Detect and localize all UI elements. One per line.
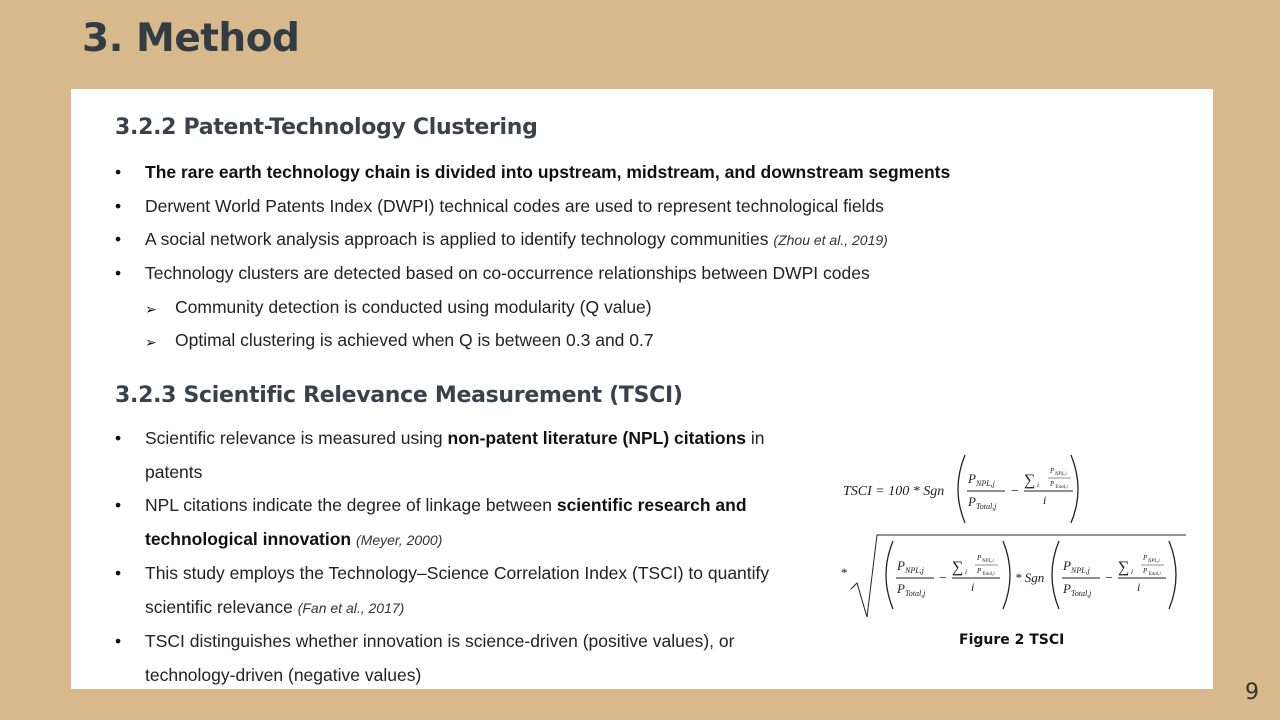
tsci-bullet-list <box>115 422 815 692</box>
bullet-bold-text: scientific research and technological innovation <box>145 495 747 549</box>
formula-sub-small: NPL,i <box>1148 559 1160 564</box>
section-heading-clustering: 3.2.2 Patent-Technology Clustering <box>115 115 538 140</box>
bullet-text: A social network analysis approach is applied to identify technology communities <box>145 229 774 250</box>
formula-i: i <box>1043 493 1047 507</box>
citation: (Zhou et al., 2019) <box>773 232 888 249</box>
bullet-text: TSCI distinguishes whether innovation is science-driven (positive values), or technology-driven (negative values) <box>145 631 735 685</box>
formula-p-small: P <box>1143 554 1148 562</box>
bullet-item <box>115 422 815 489</box>
formula-minus: − <box>939 571 947 586</box>
formula-sum-sub: i <box>965 568 967 576</box>
formula-sub: Total,j <box>976 502 997 511</box>
citation: (Meyer, 2000) <box>356 531 443 548</box>
formula-minus: − <box>1105 571 1113 586</box>
bullet-text: The rare earth technology chain is divided into upstream, midstream, and downstream segments <box>145 162 951 182</box>
formula-sub: Total,j <box>905 589 926 598</box>
bullet-bold-text: non-patent literature (NPL) citations <box>447 428 746 448</box>
bullet-text: Scientific relevance is measured using <box>145 428 448 448</box>
bullet-text: Community detection is conducted using modularity (Q value) <box>175 296 652 317</box>
bullet-item <box>115 489 815 557</box>
formula-p-small: P <box>977 554 982 562</box>
bullet-text: Technology clusters are detected based on co-occurrence relationships between DWPI codes <box>145 263 870 284</box>
formula-sub-small: Total,i <box>1055 485 1068 490</box>
formula-sub-small: NPL,i <box>1055 472 1067 477</box>
formula-sub-small: NPL,i <box>982 559 994 564</box>
formula-sub-small: Total,i <box>982 572 995 577</box>
figure-caption: Figure 2 TSCI <box>959 632 1065 648</box>
bullet-text: Derwent World Patents Index (DWPI) technical codes are used to represent technological fields <box>145 195 884 216</box>
bullet-item <box>115 625 815 692</box>
bullet-item <box>115 193 1175 227</box>
slide-title: 3. Method <box>82 16 300 61</box>
formula-p-small: P <box>1143 567 1148 575</box>
citation: (Fan et al., 2017) <box>297 599 405 616</box>
formula-minus: − <box>1011 484 1019 499</box>
formula-lhs: TSCI = 100 * Sgn <box>843 484 945 499</box>
content-panel <box>71 89 1213 689</box>
formula-sum: ∑ <box>1118 559 1130 576</box>
formula-sub: NPL,j <box>905 566 924 575</box>
page-number: 9 <box>1245 680 1259 705</box>
formula-sub: Total,j <box>1071 589 1092 598</box>
formula-times: * <box>841 565 848 580</box>
formula-i: i <box>971 580 975 594</box>
formula-i: i <box>1137 580 1141 594</box>
formula-p-small: P <box>1050 467 1055 475</box>
sub-bullet-item <box>115 327 1175 361</box>
formula-sum: ∑ <box>952 559 964 576</box>
bullet-text: This study employs the Technology–Science Correlation Index (TSCI) to quantify scientific relevance <box>145 563 770 617</box>
bullet-text: NPL citations indicate the degree of linkage between <box>145 495 557 515</box>
formula-sum-sub: i <box>1037 481 1039 489</box>
bullet-text: in patents <box>145 428 765 482</box>
section-heading-tsci: 3.2.3 Scientific Relevance Measurement (TSCI) <box>115 383 683 408</box>
formula-p: P <box>968 471 976 486</box>
tsci-formula <box>841 449 1186 619</box>
bullet-item <box>115 226 1175 260</box>
bullet-item <box>115 260 1175 294</box>
bullet-text: Optimal clustering is achieved when Q is between 0.3 and 0.7 <box>175 330 654 351</box>
formula-p-small: P <box>1050 480 1055 488</box>
formula-p: P <box>897 558 905 573</box>
formula-p: P <box>968 494 976 509</box>
bullet-item <box>115 557 815 625</box>
formula-p: P <box>897 581 905 596</box>
formula-sum: ∑ <box>1024 472 1036 489</box>
formula-p: P <box>1063 558 1071 573</box>
sub-bullet-item <box>115 294 1175 328</box>
formula-times-sgn: * Sgn <box>1015 570 1045 585</box>
formula-p: P <box>1063 581 1071 596</box>
formula-sub-small: Total,i <box>1148 572 1161 577</box>
formula-sub: NPL,j <box>1071 566 1090 575</box>
formula-sub: NPL,j <box>976 479 995 488</box>
formula-p-small: P <box>977 567 982 575</box>
bullet-item <box>115 159 1175 193</box>
formula-sum-sub: i <box>1131 568 1133 576</box>
clustering-bullet-list <box>115 159 1175 361</box>
